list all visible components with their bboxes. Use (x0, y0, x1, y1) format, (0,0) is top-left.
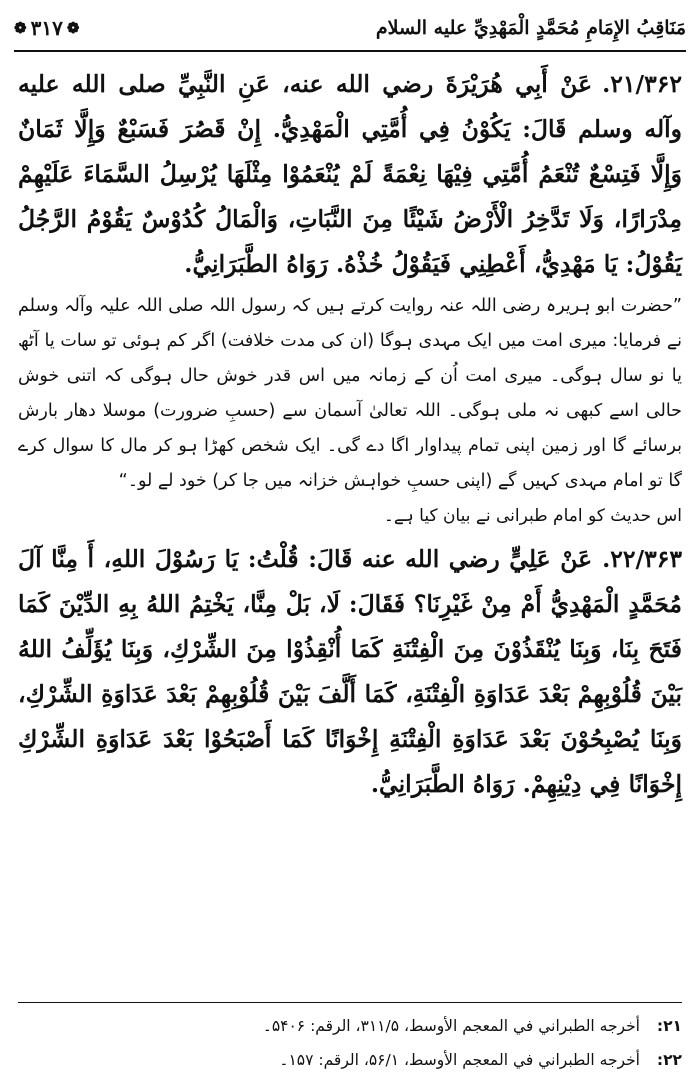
ornament-icon: ❁ (66, 19, 80, 37)
page-number: ۳۱۷ (30, 16, 63, 40)
hadith-number: ۲۱/۳۶۲. (602, 70, 682, 98)
chapter-title: مَنَاقِبُ الإِمَامِ مُحَمَّدٍ الْمَهْدِيِّ عليه السلام (375, 17, 686, 39)
main-content (18, 62, 682, 807)
footnotes (18, 1002, 682, 1077)
footnote-text: أخرجه الطبراني في المعجم الأوسط، ۳۱۱/۵، الرقم: ۵۴۰۶۔ (262, 1017, 640, 1035)
hadith-text: عَنْ أَبِي هُرَيْرَةَ رضي الله عنه، عَنِ النَّبِيِّ صلى الله عليه وآله وسلم قَالَ: يَكُوْنُ فِي أُمَّتِي الْمَهْدِيُّ. إِنْ قَصُرَ فَسَبْعٌ وَإِلَّا ثَمَانٌ وَإِلَّا فَتِسْعٌ تُنْعَمُ أُمَّتِي فِيْهَا نِعْمَةً لَمْ يُنْعَمُوْا مِثْلَهَا يُرْسِلُ السَّمَاءَ عَلَيْهِمْ مِدْرَارًا، وَلَا تَدَّخِرُ الْأَرْضُ شَيْئًا مِنَ النَّبَاتِ، وَالْمَالُ كُدُوْسٌ يَقُوْمُ الرَّجُلُ يَقُوْلُ: يَا مَهْدِيُّ، أَعْطِنِي فَيَقُوْلُ خُذْهُ. رَوَاهُ الطَّبَرَانِيُّ. (18, 70, 682, 278)
hadith-urdu-translation: ”حضرت ابو ہریرہ رضی اللہ عنہ روایت کرتے ہیں کہ رسول اللہ صلی اللہ علیہ وآلہ وسلم نے فرمایا: میری امت میں ایک مہدی ہوگا (ان کی مدت خلافت) اگر کم ہوئی تو سات یا آٹھ یا نو سال ہوگی۔ میری امت اُن کے زمانہ میں اس قدر خوش حال ہوگی کہ اتنی خوش حالی اسے کبھی نہ ملی ہوگی۔ اللہ تعالیٰ آسمان سے (حسبِ ضرورت) موسلا دھار بارش برسائے گا اور زمین اپنی تمام پیداوار اگا دے گی۔ ایک شخص کھڑا ہو کر مال کا سوال کرے گا تو امام مہدی کہیں گے (اپنی حسبِ خواہش خزانہ میں جا کر) خود لے لو۔“ (18, 296, 682, 491)
page-number-box (14, 16, 79, 40)
footnote-text: أخرجه الطبراني في المعجم الأوسط، ۵۶/۱، الرقم: ۱۵۷۔ (279, 1051, 640, 1069)
footnote-number: ۲۲: (656, 1051, 682, 1069)
hadith-number: ۲۲/۳۶۳. (602, 545, 682, 573)
page-header (14, 6, 686, 52)
footnote (18, 1043, 682, 1077)
hadith-arabic-text (18, 62, 682, 287)
narrator-note: اس حدیث کو امام طبرانی نے بیان کیا ہے۔ (383, 506, 682, 526)
hadith-arabic-text (18, 537, 682, 807)
ornament-icon: ❁ (14, 19, 27, 37)
hadith-text: عَنْ عَلِيٍّ رضي الله عنه قَالَ: قُلْتُ: يَا رَسُوْلَ اللهِ، أَ مِنَّا آلَ مُحَمَّدٍ الْمَهْدِيُّ أَمْ مِنْ غَيْرِنَا؟ فَقَالَ: لَا، بَلْ مِنَّا، يَخْتِمُ اللهُ بِهِ الدِّيْنَ كَمَا فَتَحَ بِنَا، وَبِنَا يُنْقَذُوْنَ مِنَ الْفِتْنَةِ كَمَا أُنْقِذُوْا مِنَ الشِّرْكِ، وَبِنَا يُؤَلِّفُ اللهُ بَيْنَ قُلُوْبِهِمْ بَعْدَ عَدَاوَةِ الْفِتْنَةِ، كَمَا أَلَّفَ بَيْنَ قُلُوْبِهِمْ بَعْدَ عَدَاوَةِ الشِّرْكِ، وَبِنَا يُصْبِحُوْنَ بَعْدَ عَدَاوَةِ الْفِتْنَةِ إِخْوَانًا كَمَا أَصْبَحُوْا بَعْدَ عَدَاوَةِ الشِّرْكِ إِخْوَانًا فِي دِيْنِهِمْ. رَوَاهُ الطَّبَرَانِيُّ. (18, 545, 683, 798)
footnote (18, 1009, 682, 1043)
footnote-number: ۲۱: (656, 1017, 682, 1035)
